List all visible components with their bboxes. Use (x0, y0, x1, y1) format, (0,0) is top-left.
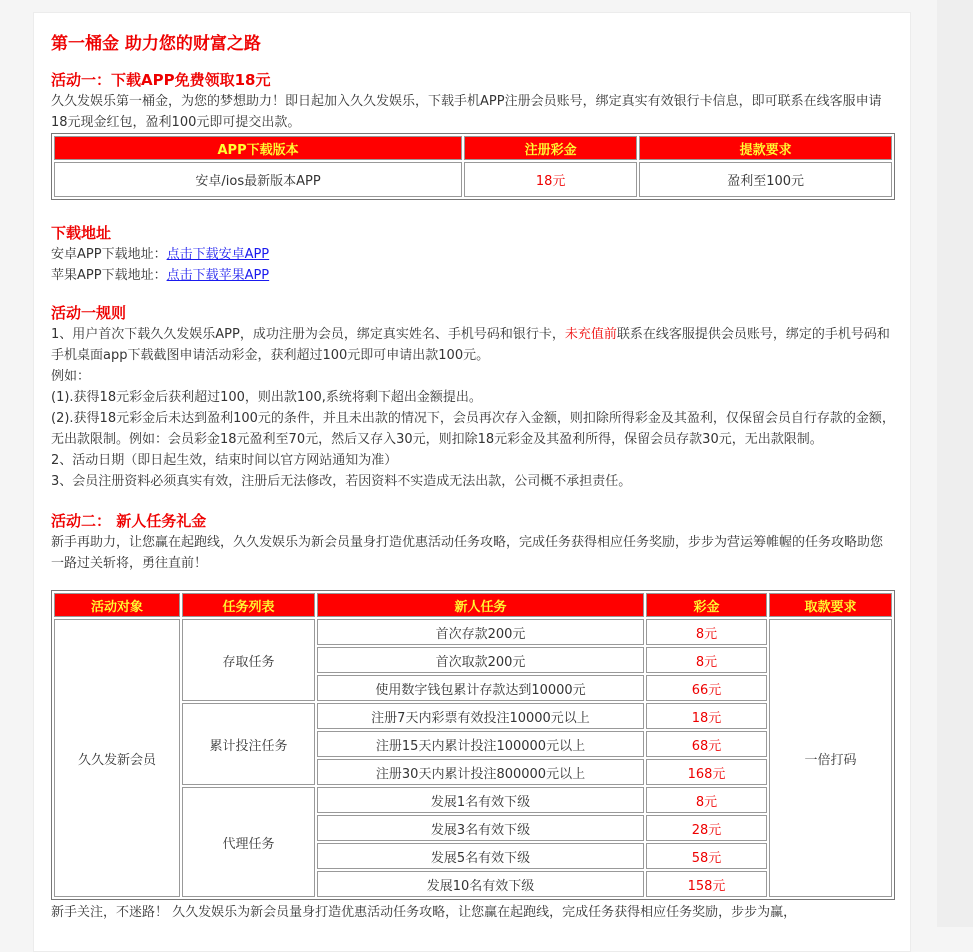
bonus-cell: 58元 (646, 843, 767, 869)
rule-2: 2、活动日期（即日起生效，结束时间以官方网站通知为准） (51, 453, 398, 468)
android-download-line (51, 244, 895, 265)
table-row (54, 619, 892, 645)
page-title: 第一桶金 助力您的财富之路 (51, 34, 261, 54)
bonus-cell: 168元 (646, 759, 767, 785)
rules-heading: 活动一规则 (51, 304, 127, 322)
activity1-header-version: APP下载版本 (54, 136, 462, 160)
task-cell: 发展1名有效下级 (317, 787, 644, 813)
ios-download-label: 苹果APP下载地址： (51, 268, 167, 283)
group-cell: 存取任务 (182, 619, 315, 701)
task-cell: 发展5名有效下级 (317, 843, 644, 869)
download-heading: 下载地址 (51, 224, 112, 242)
activity2-header-withdraw: 取款要求 (769, 593, 892, 617)
activity1-heading: 活动一：下载APP免费领取18元 (51, 71, 271, 89)
activity1-header-bonus: 注册彩金 (464, 136, 637, 160)
activity1-table (51, 133, 895, 200)
ios-download-line (51, 265, 895, 286)
promo-content (51, 31, 895, 923)
activity1-cell-version: 安卓/ios最新版本APP (54, 162, 462, 197)
activity2-header-task-list: 任务列表 (182, 593, 315, 617)
group-cell: 代理任务 (182, 787, 315, 897)
rule-example-2: (2).获得18元彩金后未达到盈利100元的条件，并且未出款的情况下，会员再次存入金额，则扣除所得彩金及其盈利，仅保留会员自行存款的金额，无出款限制。例如：会员彩金18元盈利至70元，然后又存入30元，则扣除18元彩金及其盈利所得，保留会员存款30元，无出款限制。 (51, 411, 895, 447)
rule-example-label: 例如： (51, 369, 91, 384)
activity2-header-bonus: 彩金 (646, 593, 767, 617)
rule-3: 3、会员注册资料必须真实有效，注册后无法修改，若因资料不实造成无法出款，公司概不承担责任。 (51, 474, 632, 489)
withdraw-cell: 一倍打码 (769, 619, 892, 897)
task-cell: 首次存款200元 (317, 619, 644, 645)
rule-1 (51, 324, 895, 366)
activity2-heading: 活动二： 新人任务礼金 (51, 512, 207, 530)
bonus-cell: 68元 (646, 731, 767, 757)
rule-1-highlight: 未充值前 (564, 327, 617, 342)
android-download-label: 安卓APP下载地址： (51, 247, 167, 262)
activity2-intro: 新手再助力，让您赢在起跑线，久久发娱乐为新会员量身打造优惠活动任务攻略，完成任务获得相应任务奖励，步步为营运筹帷幄的任务攻略助您一路过关斩将，勇往直前！ (51, 535, 884, 571)
task-cell: 注册15天内累计投注100000元以上 (317, 731, 644, 757)
bonus-cell: 8元 (646, 619, 767, 645)
task-cell: 发展10名有效下级 (317, 871, 644, 897)
task-cell: 注册30天内累计投注800000元以上 (317, 759, 644, 785)
task-cell: 首次取款200元 (317, 647, 644, 673)
activity2-table (51, 590, 895, 900)
rule-1-text: 1、用户首次下载久久发娱乐APP，成功注册为会员，绑定真实姓名、手机号码和银行卡， (51, 327, 565, 342)
ios-download-link[interactable]: 点击下载苹果APP (166, 268, 270, 283)
scrollbar-rail[interactable] (937, 0, 973, 927)
bonus-cell: 8元 (646, 647, 767, 673)
bonus-cell: 158元 (646, 871, 767, 897)
activity1-header-withdraw: 提款要求 (639, 136, 892, 160)
activity1-cell-bonus: 18元 (464, 162, 637, 197)
task-cell: 注册7天内彩票有效投注10000元以上 (317, 703, 644, 729)
activity1-intro: 久久发娱乐第一桶金，为您的梦想助力！即日起加入久久发娱乐，下载手机APP注册会员账号，绑定真实有效银行卡信息，即可联系在线客服申请18元现金红包，盈利100元即可提交出款。 (51, 94, 882, 130)
bonus-cell: 18元 (646, 703, 767, 729)
bonus-cell: 8元 (646, 787, 767, 813)
target-cell: 久久发新会员 (54, 619, 180, 897)
task-cell: 发展3名有效下级 (317, 815, 644, 841)
task-cell: 使用数字钱包累计存款达到10000元 (317, 675, 644, 701)
bonus-cell: 66元 (646, 675, 767, 701)
rule-example-1: (1).获得18元彩金后获利超过100，则出款100,系统将剩下超出金额提出。 (51, 390, 482, 405)
promo-page (33, 12, 911, 952)
bonus-cell: 28元 (646, 815, 767, 841)
android-download-link[interactable]: 点击下载安卓APP (166, 247, 270, 262)
rule-1-text-end: 联系在线客服提供会员账号，绑定的手机号码和手机桌面app下载截图申请活动彩金，获利超过100元即可申请出款100元。 (51, 327, 890, 363)
activity2-header-task: 新人任务 (317, 593, 644, 617)
activity2-header-target: 活动对象 (54, 593, 180, 617)
activity2-footer: 新手关注，不迷路！ 久久发娱乐为新会员量身打造优惠活动任务攻略，让您赢在起跑线，完成任务获得相应任务奖励，步步为赢， (51, 905, 797, 920)
activity1-cell-withdraw: 盈利至100元 (639, 162, 892, 197)
group-cell: 累计投注任务 (182, 703, 315, 785)
